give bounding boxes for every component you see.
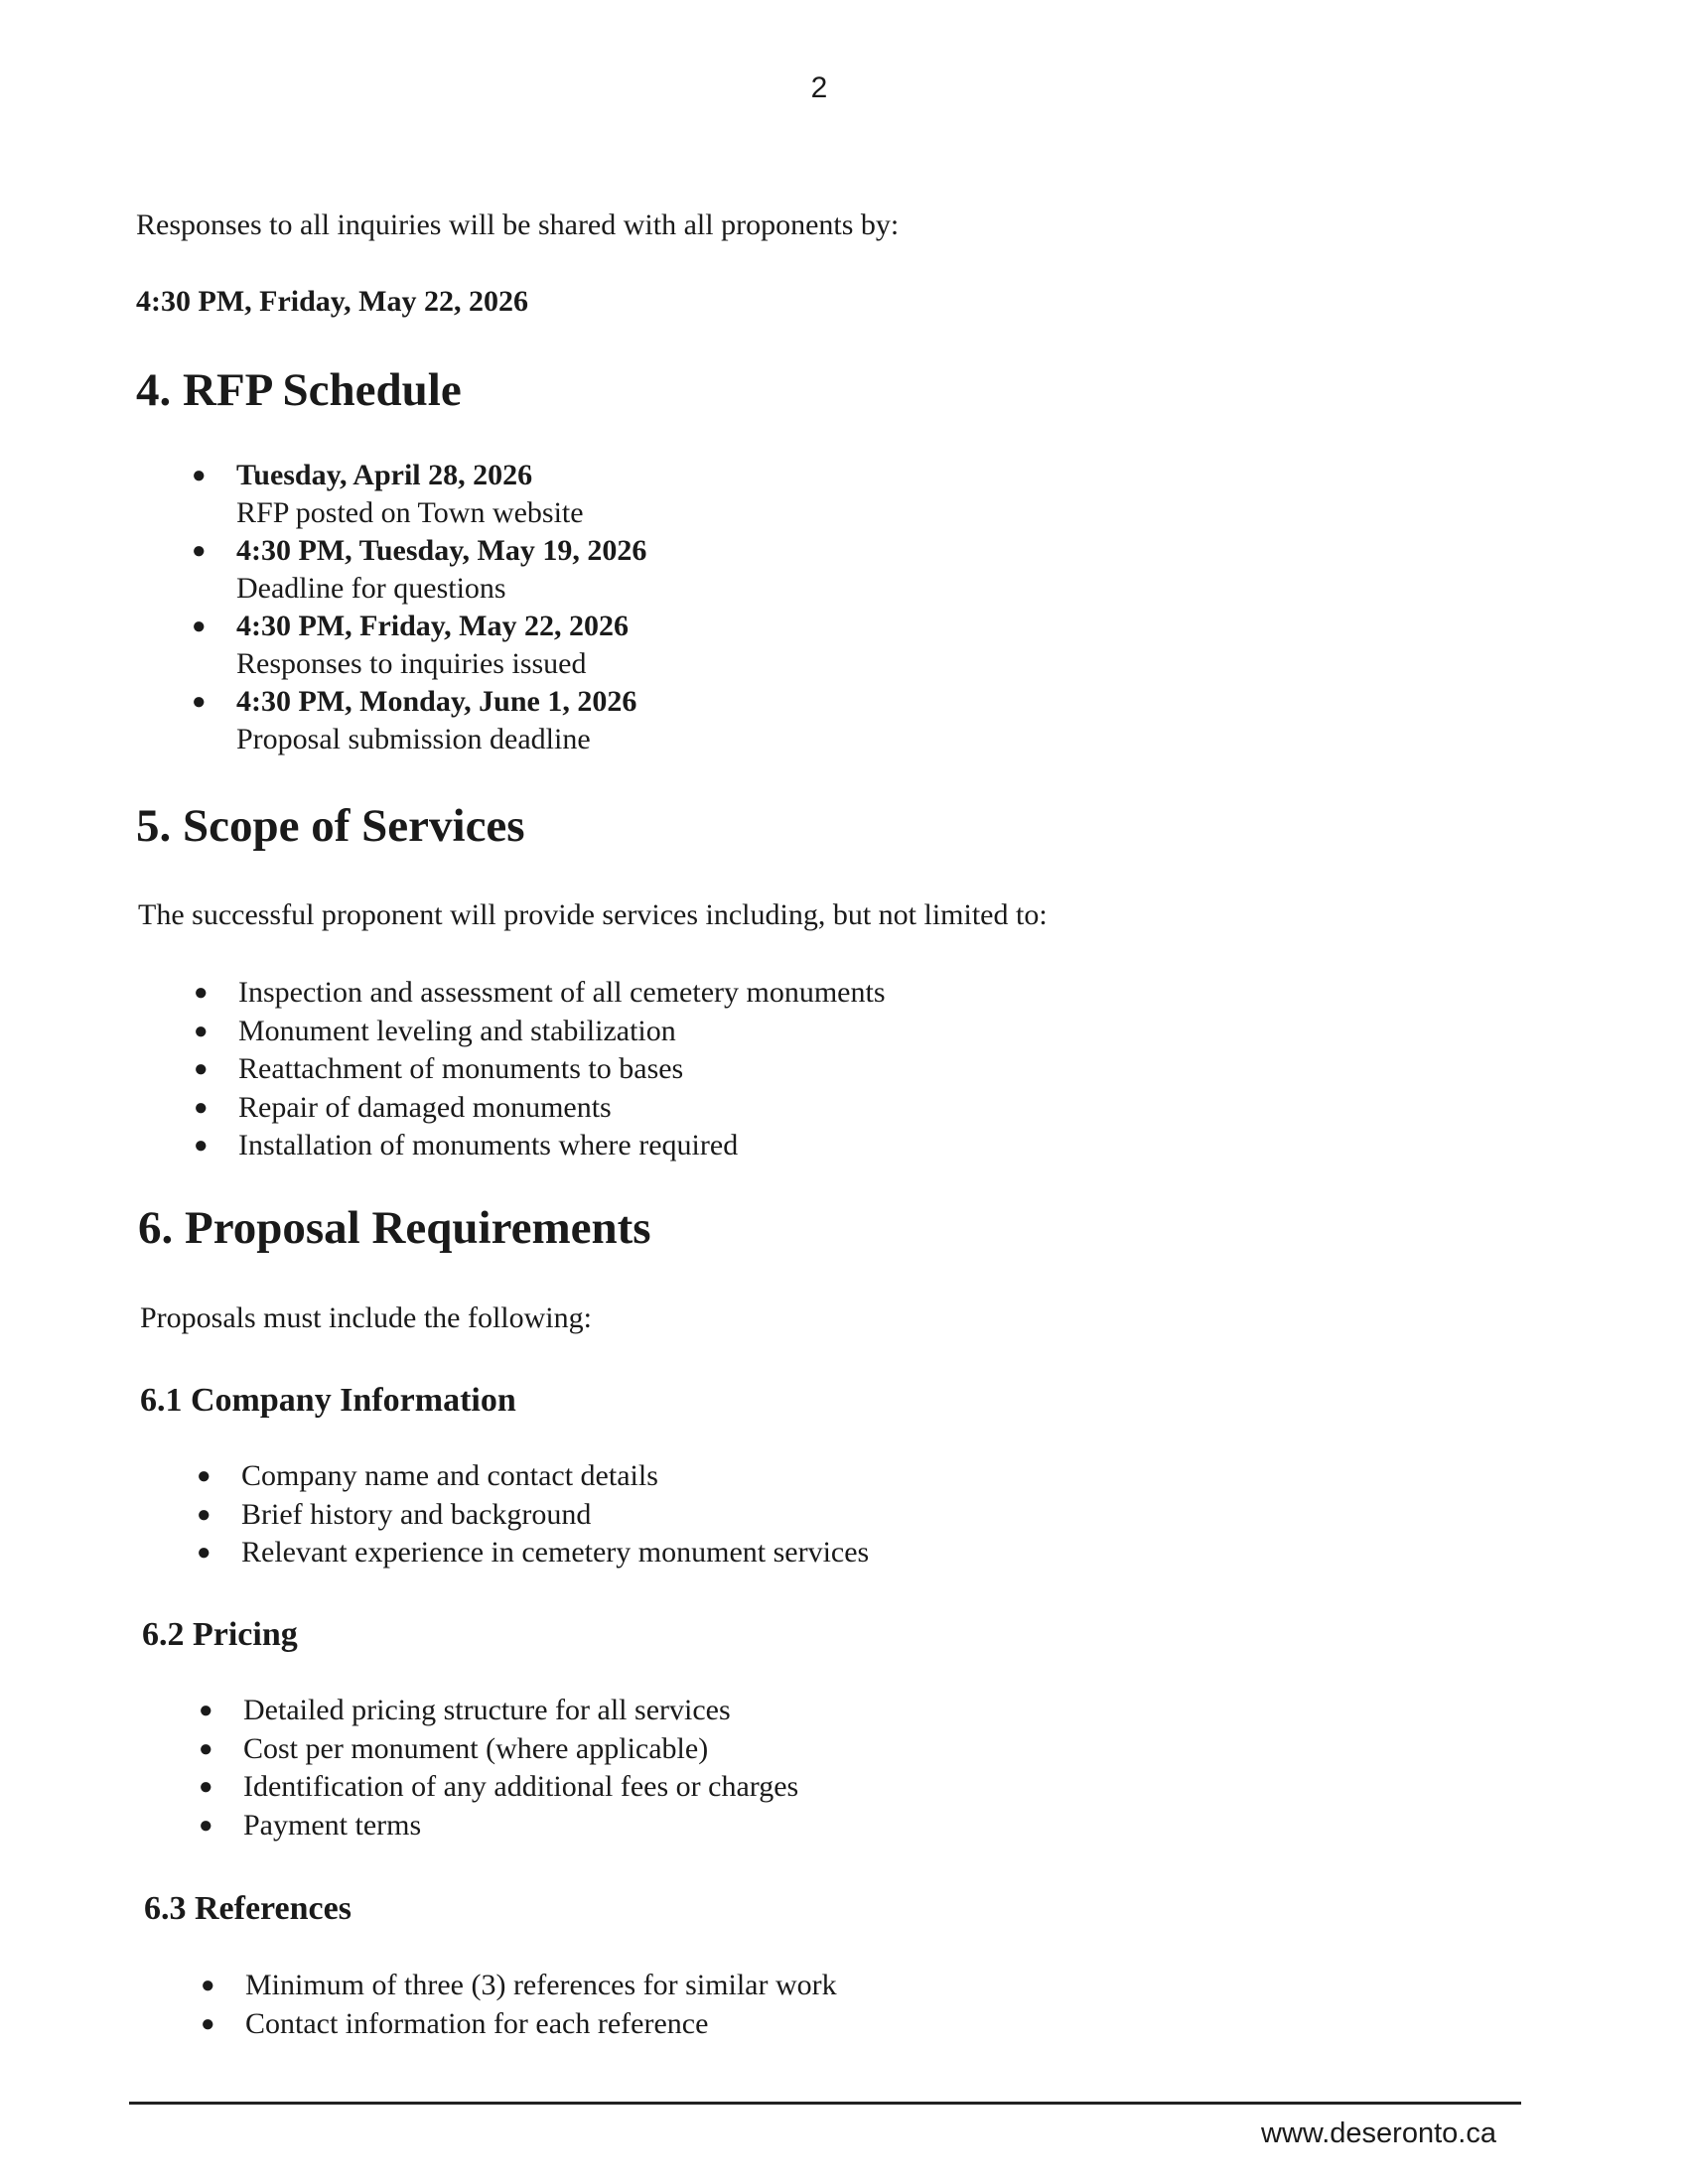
list-item: ● Payment terms — [243, 1807, 798, 1845]
bullet-icon: ● — [199, 1698, 213, 1723]
page-number: 2 — [810, 71, 828, 104]
bullet-icon: ● — [199, 1774, 213, 1800]
schedule-date: Tuesday, April 28, 2026 — [236, 459, 533, 491]
bullet-icon: ● — [194, 1133, 209, 1159]
list-item: ● Contact information for each reference — [245, 2005, 837, 2044]
bullet-icon: ● — [192, 463, 207, 488]
subsection-6-3-heading: 6.3 References — [144, 1890, 352, 1927]
schedule-description: Proposal submission deadline — [236, 723, 591, 755]
bullet-icon: ● — [199, 1812, 213, 1839]
list-item: ● Detailed pricing structure for all services — [243, 1692, 798, 1730]
bullet-icon: ● — [194, 1056, 209, 1082]
bullet-icon: ● — [194, 1018, 209, 1044]
schedule-date: 4:30 PM, Tuesday, May 19, 2026 — [236, 534, 647, 567]
subsection-6-1-heading: 6.1 Company Information — [140, 1382, 516, 1419]
schedule-description: Deadline for questions — [236, 572, 506, 605]
rfp-schedule-list — [192, 457, 647, 758]
references-list — [201, 1967, 837, 2043]
bullet-icon: ● — [192, 538, 207, 564]
list-item: ● Minimum of three (3) references for similar work — [245, 1967, 837, 2005]
section-4-heading: 4. RFP Schedule — [136, 364, 462, 416]
scope-intro-text: The successful proponent will provide services including, but not limited to: — [138, 898, 1048, 931]
list-item: ● Inspection and assessment of all cemetery monuments — [238, 974, 886, 1013]
bullet-icon: ● — [194, 980, 209, 1006]
list-item — [192, 532, 647, 608]
bullet-icon: ● — [199, 1735, 213, 1762]
scope-list — [194, 974, 886, 1165]
bullet-icon: ● — [192, 689, 207, 715]
schedule-date: 4:30 PM, Friday, May 22, 2026 — [236, 610, 629, 642]
subsection-6-2-heading: 6.2 Pricing — [142, 1616, 298, 1653]
list-item — [192, 457, 646, 532]
footer-website: www.deseronto.ca — [1261, 2117, 1496, 2149]
bullet-icon: ● — [197, 1540, 211, 1566]
bullet-icon: ● — [197, 1463, 211, 1489]
list-item — [192, 608, 646, 683]
company-info-list — [197, 1457, 870, 1572]
list-item: ● Identification of any additional fees or charges — [243, 1768, 798, 1807]
schedule-description: Responses to inquiries issued — [236, 647, 587, 680]
bullet-icon: ● — [194, 1094, 209, 1121]
schedule-description: RFP posted on Town website — [236, 496, 584, 529]
section-5-heading: 5. Scope of Services — [136, 800, 525, 852]
schedule-date: 4:30 PM, Monday, June 1, 2026 — [236, 685, 637, 718]
list-item: ● Monument leveling and stabilization — [238, 1013, 886, 1051]
section-6-heading: 6. Proposal Requirements — [138, 1202, 651, 1254]
footer-divider — [129, 2102, 1521, 2105]
bullet-icon: ● — [197, 1501, 211, 1528]
bullet-icon: ● — [192, 614, 207, 639]
inquiries-intro-text: Responses to all inquiries will be shared with all proponents by: — [136, 208, 900, 241]
list-item — [192, 683, 646, 758]
inquiries-response-date: 4:30 PM, Friday, May 22, 2026 — [136, 285, 528, 318]
pricing-list — [199, 1692, 799, 1844]
bullet-icon: ● — [201, 2010, 215, 2037]
list-item: ● Cost per monument (where applicable) — [243, 1730, 798, 1769]
list-item: ● Relevant experience in cemetery monument services — [241, 1534, 869, 1572]
list-item: ● Installation of monuments where required — [238, 1127, 886, 1165]
list-item: ● Repair of damaged monuments — [238, 1089, 886, 1128]
requirements-intro-text: Proposals must include the following: — [140, 1301, 592, 1334]
bullet-icon: ● — [201, 1973, 215, 1998]
list-item: ● Reattachment of monuments to bases — [238, 1050, 886, 1089]
list-item: ● Brief history and background — [241, 1496, 869, 1535]
list-item: ● Company name and contact details — [241, 1457, 869, 1496]
